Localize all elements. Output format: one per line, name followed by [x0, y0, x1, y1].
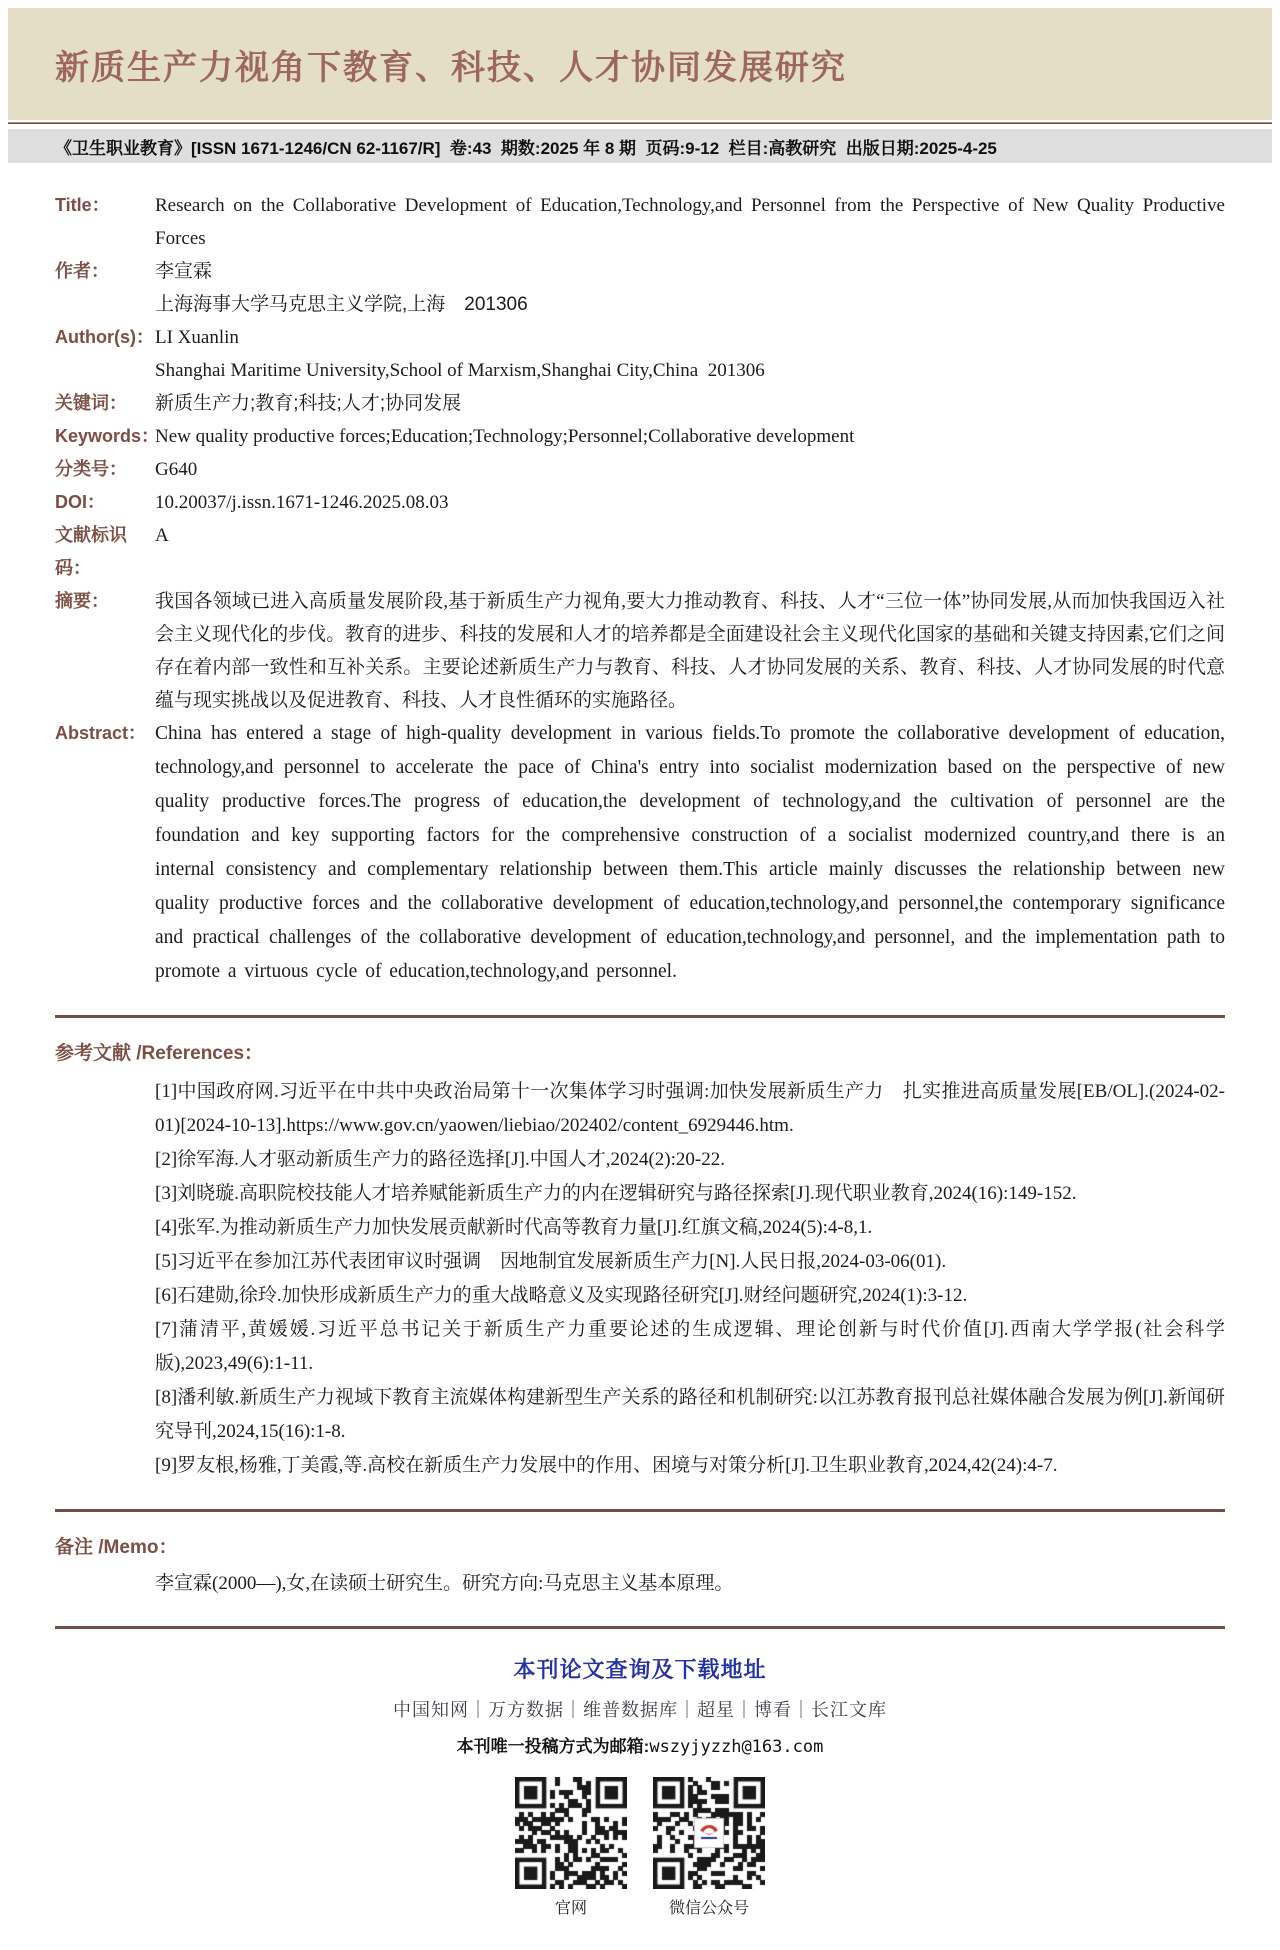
references-list — [155, 1075, 1225, 1483]
journal-info-bar — [8, 129, 1272, 163]
article-title: 新质生产力视角下教育、科技、人才协同发展研究 — [55, 48, 847, 87]
meta-row-classification — [55, 453, 1225, 486]
meta-label-keywords-cn: 关键词： — [55, 393, 127, 413]
affiliation-cn: 上海海事大学马克思主义学院,上海 201306 — [155, 294, 528, 315]
meta-label-title: Title： — [55, 195, 110, 215]
keywords-cn-value: 新质生产力;教育;科技;人才;协同发展 — [155, 393, 462, 414]
qr-code-row — [55, 1777, 1225, 1918]
meta-row-keywords-cn — [55, 387, 1225, 420]
memo-divider — [55, 1509, 1225, 1512]
meta-row-abstract-cn — [55, 585, 1225, 717]
reference-item: [4]张军.为推动新质生产力加快发展贡献新时代高等教育力量[J].红旗文稿,2024(5):4-8,1. — [155, 1217, 873, 1238]
meta-label-author-cn: 作者： — [55, 261, 109, 281]
keywords-en-value: New quality productive forces;Education;Technology;Personnel;Collaborative development — [155, 426, 855, 447]
article-content — [0, 189, 1280, 1918]
memo-text: 李宣霖(2000—),女,在读硕士研究生。研究方向:马克思主义基本原理。 — [155, 1573, 734, 1594]
metadata-table — [55, 189, 1225, 989]
document-code-value: A — [155, 525, 169, 546]
references-heading: 参考文献 /References： — [55, 1043, 264, 1064]
reference-item: [2]徐军海.人才驱动新质生产力的路径选择[J].中国人才,2024(2):20-22. — [155, 1149, 725, 1170]
journal-info-text: 《卫生职业教育》[ISSN 1671-1246/CN 62-1167/R] 卷:43 期数:2025 年 8 期 页码:9-12 栏目:高教研究 出版日期:2025-4-25 — [55, 138, 997, 158]
title-en-value: Research on the Collaborative Development of Education,Technology,and Personnel from the Perspective of New Quality Productive Forces — [155, 195, 1225, 249]
meta-label-abstract-cn: 摘要： — [55, 591, 109, 611]
qr-label-official-website: 官网 — [554, 1900, 587, 1917]
footer-email-line — [55, 1732, 1225, 1757]
meta-row-author-cn — [55, 255, 1225, 321]
reference-item: [7]蒲清平,黄媛媛.习近平总书记关于新质生产力重要论述的生成逻辑、理论创新与时代价值[J].西南大学学报(社会科学版),2023,49(6):1-11. — [155, 1319, 1225, 1374]
meta-row-title — [55, 189, 1225, 255]
footer-divider — [55, 1626, 1225, 1629]
header-divider — [8, 122, 1272, 124]
qr-label-wechat-account: 微信公众号 — [668, 1900, 749, 1917]
meta-label-classification: 分类号： — [55, 459, 127, 479]
page-header — [8, 8, 1272, 120]
footer-email-label: 本刊唯一投稿方式为邮箱: — [456, 1737, 650, 1756]
footer-email-value: wszyjyzzh@163.com — [649, 1737, 824, 1757]
author-cn-name: 李宣霖 — [155, 261, 213, 282]
page-footer — [55, 1653, 1225, 1918]
reference-item: [6]石建勋,徐玲.加快形成新质生产力的重大战略意义及实现路径研究[J].财经问题研究,2024(1):3-12. — [155, 1285, 968, 1306]
memo-heading: 备注 /Memo： — [55, 1537, 178, 1558]
abstract-cn-text: 我国各领域已进入高质量发展阶段,基于新质生产力视角,要大力推动教育、科技、人才“三位一体”协同发展,从而加快我国迈入社会主义现代化的步伐。教育的进步、科技的发展和人才的培养都是全面建设社会主义现代化国家的基础和关键支持因素,它们之间存在着内部一致性和互补关系。主要论述新质生产力与教育、科技、人才协同发展的关系、教育、科技、人才协同发展的时代意蕴与现实挑战以及促进教育、科技、人才良性循环的实施路径。 — [155, 591, 1225, 711]
meta-label-author-en: Author(s)： — [55, 327, 154, 347]
meta-row-author-en — [55, 321, 1225, 387]
meta-label-document-code: 文献标识码： — [55, 525, 127, 578]
reference-item: [8]潘利敏.新质生产力视域下教育主流媒体构建新型生产关系的路径和机制研究:以江苏教育报刊总社媒体融合发展为例[J].新闻研究导刊,2024,15(16):1-8. — [155, 1387, 1225, 1442]
doi-value: 10.20037/j.issn.1671-1246.2025.08.03 — [155, 492, 449, 513]
classification-value: G640 — [155, 459, 198, 480]
meta-row-doi — [55, 486, 1225, 519]
meta-label-doi: DOI： — [55, 492, 106, 512]
reference-item: [5]习近平在参加江苏代表团审议时强调 因地制宜发展新质生产力[N].人民日报,2024-03-06(01). — [155, 1251, 947, 1272]
meta-row-document-code — [55, 519, 1225, 585]
meta-label-abstract-en: Abstract： — [55, 723, 147, 743]
footer-databases: 中国知网｜万方数据｜维普数据库｜超星｜博看｜长江文库 — [393, 1700, 887, 1720]
footer-download-title: 本刊论文查询及下载地址 — [513, 1657, 767, 1682]
author-en-name: LI Xuanlin — [155, 327, 239, 348]
meta-row-keywords-en — [55, 420, 1225, 453]
reference-item: [1]中国政府网.习近平在中共中央政治局第十一次集体学习时强调:加快发展新质生产力 扎实推进高质量发展[EB/OL].(2024-02-01)[2024-10-13].https://www.gov.cn/yaowen/liebiao/202402/content_6929446.htm. — [155, 1081, 1225, 1136]
abstract-en-text: China has entered a stage of high-quality development in various fields.To promote the collaborative development of education, technology,and personnel to accelerate the pace of China's entry into socialist modernization based on the perspective of new quality productive forces.The progress of education,the development of technology,and the cultivation of personnel are the foundation and key supporting factors for the comprehensive construction of a socialist modernized country,and there is an internal consistency and complementary relationship between them.This article mainly discusses the relationship between new quality productive forces and the collaborative development of education,technology,and personnel,the contemporary significance and practical challenges of the collaborative development of education,technology,and personnel, and the implementation path to promote a virtuous cycle of education,technology,and personnel. — [155, 723, 1225, 982]
reference-item: [3]刘晓璇.高职院校技能人才培养赋能新质生产力的内在逻辑研究与路径探索[J].现代职业教育,2024(16):149-152. — [155, 1183, 1077, 1204]
qr-block-wechat-account — [649, 1777, 769, 1918]
references-divider — [55, 1015, 1225, 1018]
meta-row-abstract-en — [55, 717, 1225, 989]
reference-item: [9]罗友根,杨雅,丁美霞,等.高校在新质生产力发展中的作用、困境与对策分析[J].卫生职业教育,2024,42(24):4-7. — [155, 1455, 1058, 1476]
qr-code-wechat-account-icon — [653, 1777, 765, 1889]
qr-block-official-website — [511, 1777, 631, 1918]
meta-label-keywords-en: Keywords： — [55, 426, 160, 446]
qr-code-official-website-icon — [515, 1777, 627, 1889]
affiliation-en: Shanghai Maritime University,School of Marxism,Shanghai City,China 201306 — [155, 360, 765, 381]
